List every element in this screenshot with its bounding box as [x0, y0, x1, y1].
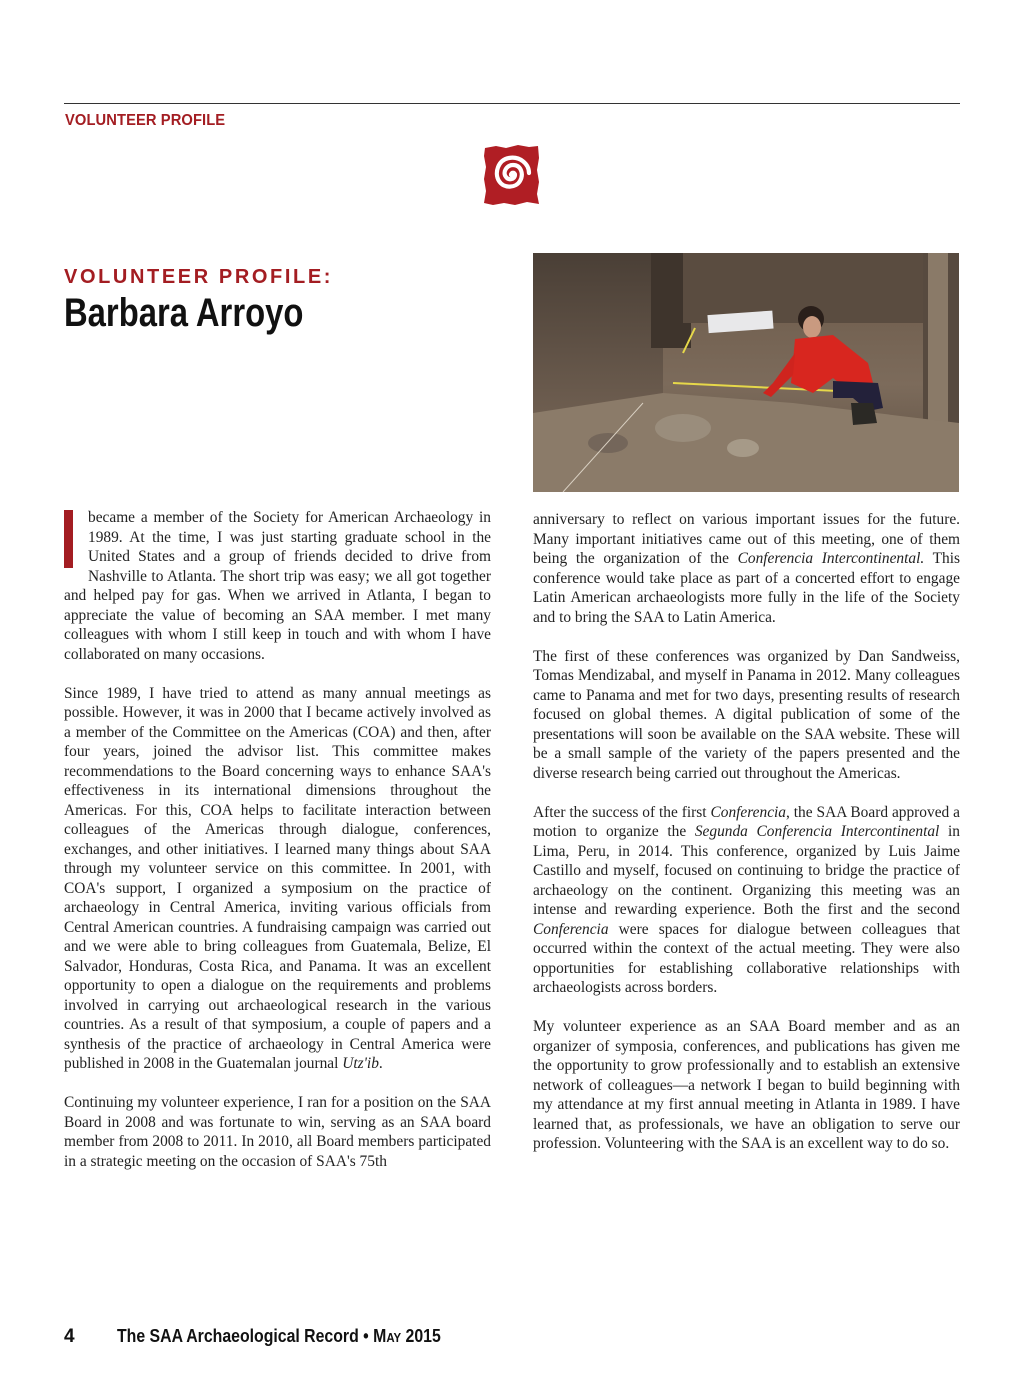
drop-cap — [64, 510, 73, 568]
article-left-column — [64, 508, 491, 1191]
saa-spiral-logo-icon — [482, 144, 540, 206]
paragraph-text: anniversary to reflect on various important issues for the future. Many important initiatives came out of this meeting, one of them being the organization of the — [533, 511, 960, 567]
paragraph-text: After the success of the first — [533, 803, 711, 821]
profile-kicker: VOLUNTEER PROFILE: — [64, 266, 334, 288]
article-right-column — [533, 510, 960, 1173]
paragraph-text: The first of these conferences was organized by Dan Sandweiss, Tomas Mendizabal, and myself in Panama in 2012. Many colleagues came to Panama and met for two days, presenting results of research focused on global themes. A digital publication of some of the presentations will soon be available on the SAA website. These will be a small sample of the variety of the papers presented and the diverse research being carried out throughout the Americas. — [533, 647, 960, 782]
paragraph-text: This conference would take place as part of a concerted effort to engage Latin American archaeologists more fully in the life of the Society and to bring the SAA to Latin America. — [533, 550, 960, 626]
conference-name: Conferencia Intercontinental. — [737, 550, 925, 567]
paragraph-text: My volunteer experience as an SAA Board member and as an organizer of symposia, conferences, and publications has given me the opportunity to grow professionally and to establish an extensive network of colleagues—a network I began to build beginning with my attendance at my first annual meeting in Atlanta in 1989. I have learned that, as professionals, we have an obligation to serve our profession. Volunteering with the SAA is an excellent way to do so. — [533, 1018, 960, 1152]
conference-name: Conferencia — [710, 803, 786, 821]
article-paragraph — [64, 1093, 491, 1171]
excavation-photo — [533, 253, 959, 492]
profile-name-headline: Barbara Arroyo — [64, 291, 304, 335]
section-label: VOLUNTEER PROFILE — [65, 112, 226, 129]
paragraph-text: , the SAA Board approved a motion to organize the — [533, 803, 960, 840]
conference-name: Segunda Conferencia Intercontinental — [694, 823, 940, 840]
header-rule — [64, 103, 960, 104]
journal-name: Utz'ib — [342, 1055, 379, 1072]
footer-separator: • — [358, 1326, 374, 1346]
publication-title: The SAA Archaeological Record — [117, 1326, 359, 1346]
paragraph-text: Since 1989, I have tried to attend as many annual meetings as possible. However, it was in 2000 that I became actively involved as a member of the Committee on the Americas (COA) and then, after four years, joined the advisor list. This committee makes recommendations to the Board concerning ways to enhance SAA's effectiveness in its international dimensions throughout the Americas. For this, COA helps to facilitate interaction between colleagues of the Americas through dialogue, conferences, exchanges, and other initiatives. I learned many things about SAA through my volunteer service on this committee. In 2001, with COA's support, I organized a symposium on the practice of archaeology in Central America, inviting various officials from Central American countries. A fundraising campaign was carried out and we were able to bring colleagues from Guatemala, Belize, El Salvador, Honduras, Costa Rica, and Panama. It was an excellent opportunity to open a dialogue on the requirements and problems involved in carrying out archaeological research in the various countries. As a result of that symposium, a couple of papers and a synthesis of the practice of archaeology in Central America were published in 2008 in the Guatemalan journal — [64, 684, 491, 1072]
page-number: 4 — [64, 1326, 75, 1347]
conference-name: Conferencia — [533, 920, 609, 938]
article-paragraph: Since 1989, I have tried to attend as many annual meetings as possible. However, it was in 2000 that I became actively involved as a member of the Committee on the Americas (COA) and then, after four years, joined the advisor list. This committee makes recommendations to the Board concerning ways to enhance SAA's effectiveness in its international dimensions throughout the Americas. For this, COA helps to facilitate interaction between colleagues of the Americas through dialogue, conferences, exchanges, and other initiatives. I learned many things about SAA through my volunteer service on this committee. In 2001, with COA's support, I organized a symposium on the practice of archaeology in Central America, inviting various officials from Central American countries. A fundraising campaign was carried out and we were able to bring colleagues from Guatemala, Belize, El Salvador, Honduras, Costa Rica, and Panama. It was an excellent opportunity to open a dialogue on the requirements and problems involved in carrying out archaeological research in the various countries. As a result of that symposium, a couple of papers and a synthesis of the practice of archaeology in Central America were published in 2008 in the Guatemalan journal Utz'ib. — [64, 684, 491, 1072]
article-paragraph — [64, 508, 491, 664]
issue-date: May 2015 — [373, 1326, 441, 1346]
article-paragraph — [533, 803, 960, 998]
paragraph-text: were spaces for dialogue between colleagues that occurred within the context of the actual meeting. They were also opportunities for establishing collaborative relationships with archaeologists across borders. — [533, 920, 960, 996]
page-footer — [64, 1326, 485, 1348]
paragraph-text: became a member of the Society for American Archaeology in 1989. At the time, I was just starting graduate school in the United States and a group of friends decided to drive from Nashville to Atlanta. The short trip was easy; we all got together and helped pay for gas. When we arrived in Atlanta, I began to appreciate the value of becoming an SAA member. I met many colleagues with whom I still keep in touch and with whom I have collaborated on many occasions. — [64, 509, 491, 663]
article-paragraph — [533, 1017, 960, 1154]
paragraph-text: in Lima, Peru, in 2014. This conference, organized by Luis Jaime Castillo and myself, focused on continuing to bridge the practice of archaeology on the continent. Organizing this meeting was an intense and rewarding experience. Both the first and the second — [533, 823, 960, 918]
paragraph-text: Continuing my volunteer experience, I ran for a position on the SAA Board in 2008 and was fortunate to win, serving as an SAA board member from 2008 to 2011. In 2010, all Board members participated in a strategic meeting on the occasion of SAA's 75th — [64, 1094, 491, 1170]
article-paragraph — [533, 510, 960, 627]
article-paragraph — [533, 647, 960, 784]
